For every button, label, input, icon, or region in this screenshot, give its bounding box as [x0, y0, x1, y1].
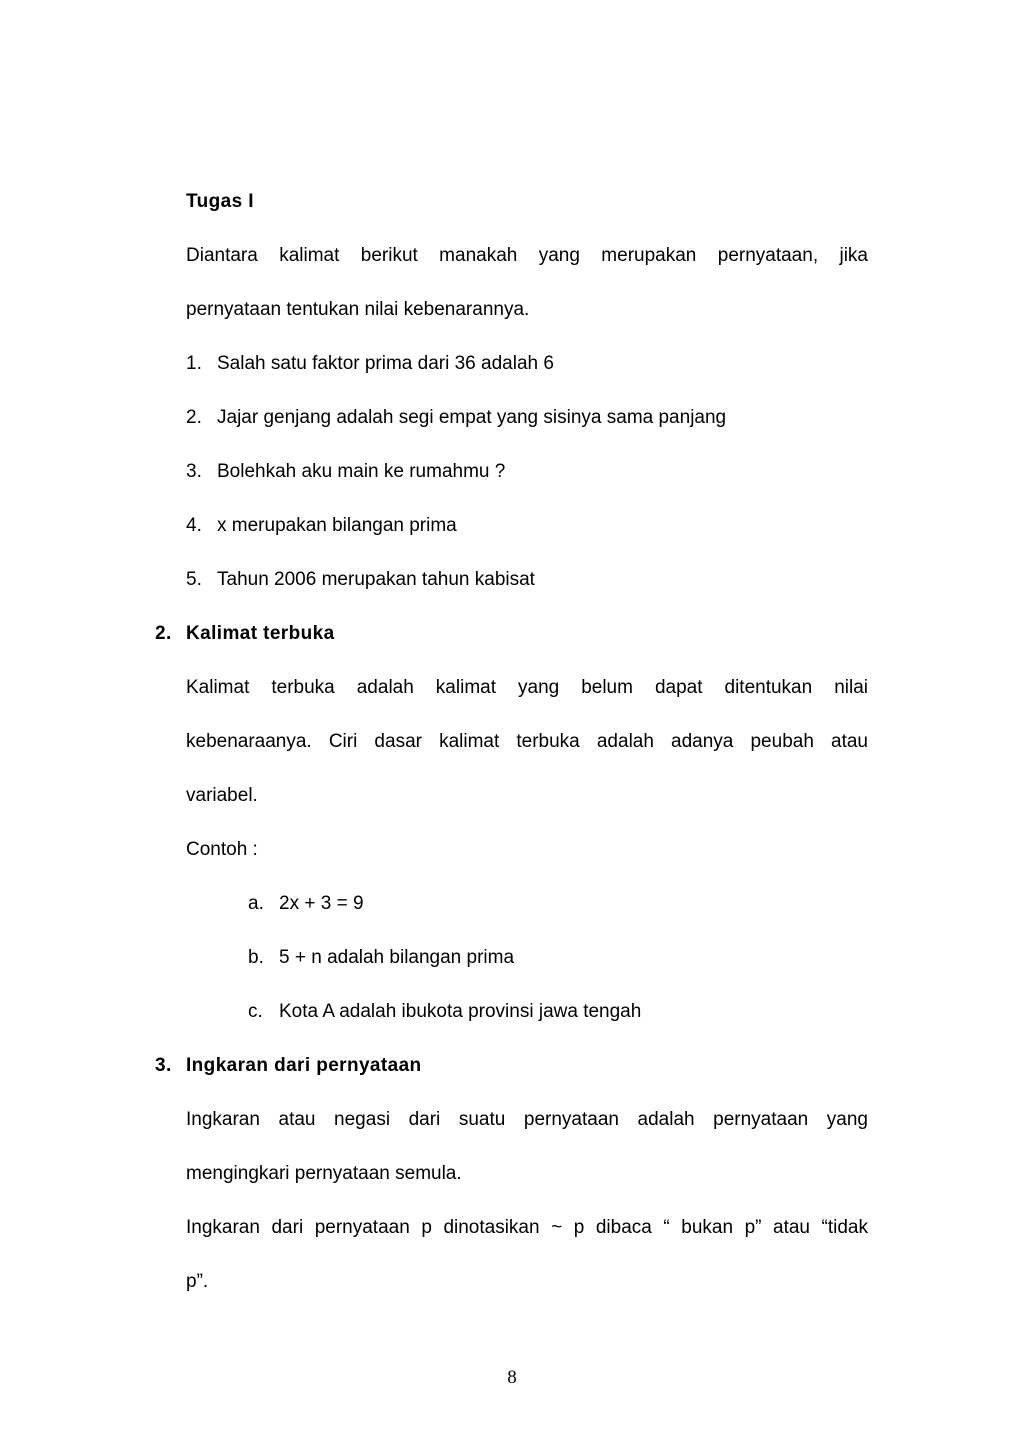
list-item-text: 5 + n adalah bilangan prima — [279, 947, 515, 968]
list-item-number: 4. — [186, 515, 202, 536]
section-3-para-1-line-1: Ingkaran atau negasi dari suatu pernyataan adalah pernyataan yang — [186, 1109, 868, 1130]
list-item-text: 2x + 3 = 9 — [279, 893, 364, 914]
list-item-number: 1. — [186, 353, 202, 374]
section-2-para-line-3: variabel. — [186, 785, 258, 806]
tugas-title: Tugas I — [186, 191, 254, 212]
list-item — [186, 568, 535, 592]
section-2-title: Kalimat terbuka — [186, 623, 335, 644]
list-item — [248, 1000, 641, 1024]
section-3-para-1-line-2: mengingkari pernyataan semula. — [186, 1163, 462, 1184]
list-item-text: Tahun 2006 merupakan tahun kabisat — [217, 569, 535, 590]
list-item-letter: b. — [248, 947, 264, 968]
tugas-intro-line-2: pernyataan tentukan nilai kebenarannya. — [186, 299, 530, 320]
section-2-number: 2. — [155, 623, 172, 644]
list-item — [186, 352, 554, 376]
section-3-para-2-line-1: Ingkaran dari pernyataan p dinotasikan ~ p dibaca “ bukan p” atau “tidak — [186, 1217, 868, 1238]
list-item-text: Bolehkah aku main ke rumahmu ? — [217, 461, 506, 482]
section-3-title: Ingkaran dari pernyataan — [186, 1055, 422, 1076]
list-item — [186, 406, 726, 430]
section-3-para-2-line-2: p”. — [186, 1271, 209, 1292]
list-item-text: Salah satu faktor prima dari 36 adalah 6 — [217, 353, 554, 374]
page-number: 8 — [507, 1367, 517, 1388]
list-item-text: Jajar genjang adalah segi empat yang sisinya sama panjang — [217, 407, 727, 428]
list-item-text: Kota A adalah ibukota provinsi jawa tengah — [279, 1001, 642, 1022]
section-2-heading — [155, 622, 335, 646]
contoh-label: Contoh : — [186, 839, 258, 860]
tugas-intro-line-1: Diantara kalimat berikut manakah yang merupakan pernyataan, jika — [186, 245, 868, 266]
list-item-number: 2. — [186, 407, 202, 428]
section-3-number: 3. — [155, 1055, 172, 1076]
list-item-number: 5. — [186, 569, 202, 590]
list-item — [186, 514, 457, 538]
section-2-para-line-1: Kalimat terbuka adalah kalimat yang belum dapat ditentukan nilai — [186, 677, 868, 698]
list-item — [186, 460, 505, 484]
list-item — [248, 946, 514, 970]
list-item-text: x merupakan bilangan prima — [217, 515, 457, 536]
list-item-letter: c. — [248, 1001, 263, 1022]
list-item — [248, 892, 364, 916]
list-item-letter: a. — [248, 893, 264, 914]
section-2-para-line-2: kebenaraanya. Ciri dasar kalimat terbuka adalah adanya peubah atau — [186, 731, 868, 752]
list-item-number: 3. — [186, 461, 202, 482]
section-3-heading — [155, 1054, 422, 1078]
